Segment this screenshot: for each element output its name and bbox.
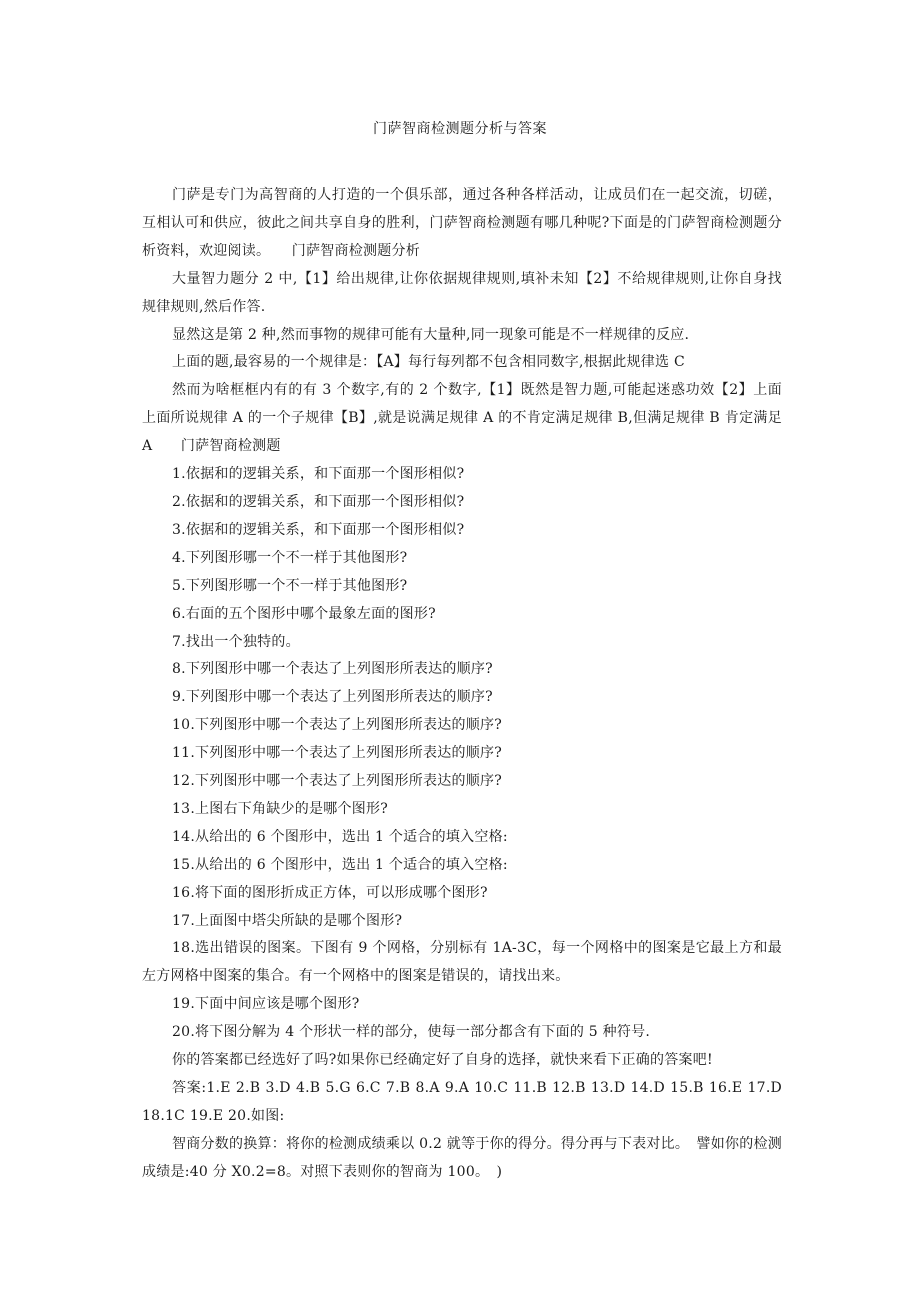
answer-prompt: 你的答案都已经选好了吗?如果你已经确定好了自身的选择，就快来看下正确的答案吧!	[172, 1052, 713, 1069]
question-item: 17.上面图中塔尖所缺的是哪个图形?	[172, 912, 403, 929]
paragraph: 然而为啥框框内有的有 3 个数字,有的 2 个数字,【1】既然是智力题,可能起迷惑功效【2】上面上面所说规律 A 的一个子规律【B】,就是说满足规律 A 的不肯定满足规律 B,但满足规律 B 肯定满足 A 门萨智商检测题	[142, 382, 782, 455]
question-item: 20.将下图分解为 4 个形状一样的部分，使每一部分都含有下面的 5 种符号.	[172, 1024, 651, 1041]
question-item: 15.从给出的 6 个图形中，选出 1 个适合的填入空格:	[172, 856, 508, 873]
paragraph: 显然这是第 2 种,然而事物的规律可能有大量种,同一现象可能是不一样规律的反应.	[172, 326, 690, 343]
question-item: 6.右面的五个图形中哪个最象左面的图形?	[172, 605, 436, 622]
question-item: 13.上图右下角缺少的是哪个图形?	[172, 800, 389, 817]
question-item: 19.下面中间应该是哪个图形?	[172, 996, 360, 1013]
question-item: 7.找出一个独特的。	[172, 633, 300, 650]
document-title: 门萨智商检测题分析与答案	[373, 121, 547, 137]
question-item: 12.下列图形中哪一个表达了上列图形所表达的顺序?	[172, 773, 503, 790]
question-item: 9.下列图形中哪一个表达了上列图形所表达的顺序?	[172, 689, 493, 706]
question-item: 8.下列图形中哪一个表达了上列图形所表达的顺序?	[172, 661, 493, 678]
score-conversion: 智商分数的换算：将你的检测成绩乘以 0.2 就等于你的得分。得分再与下表对比。 譬如你的检测成绩是:40 分 X0.2=8。对照下表则你的智商为 100。 )	[142, 1135, 782, 1180]
question-item: 10.下列图形中哪一个表达了上列图形所表达的顺序?	[172, 717, 503, 734]
question-item: 1.依据和的逻辑关系，和下面那一个图形相似?	[172, 466, 465, 483]
paragraph: 上面的题,最容易的一个规律是：【A】每行每列都不包含相同数字,根据此规律选 C	[172, 354, 685, 371]
question-item: 4.下列图形哪一个不一样于其他图形?	[172, 549, 408, 566]
paragraph: 大量智力题分 2 中,【1】给出规律,让你依据规律规则,填补未知【2】不给规律规则,让你自身找规律规则,然后作答.	[142, 270, 782, 315]
question-item: 11.下列图形中哪一个表达了上列图形所表达的顺序?	[172, 745, 503, 762]
question-item: 3.依据和的逻辑关系，和下面那一个图形相似?	[172, 521, 465, 538]
question-item: 5.下列图形哪一个不一样于其他图形?	[172, 577, 408, 594]
intro-paragraph: 门萨是专门为高智商的人打造的一个俱乐部，通过各种各样活动，让成员们在一起交流，切磋，互相认可和供应，彼此之间共享自身的胜利，门萨智商检测题有哪几种呢?下面是的门萨智商检测题分析资料，欢迎阅读。 门萨智商检测题分析	[142, 187, 782, 259]
answer-key: 答案:1.E 2.B 3.D 4.B 5.G 6.C 7.B 8.A 9.A 10.C 11.B 12.B 13.D 14.D 15.B 16.E 17.D 18.1C 19.E 20.如图:	[142, 1080, 782, 1124]
question-item: 2.依据和的逻辑关系，和下面那一个图形相似?	[172, 493, 465, 510]
question-item: 16.将下面的图形折成正方体，可以形成哪个图形?	[172, 884, 488, 901]
document-body	[142, 182, 782, 1187]
question-item: 18.选出错误的图案。下图有 9 个网格，分别标有 1A-3C，每一个网格中的图案是它最上方和最左方网格中图案的集合。有一个网格中的图案是错误的，请找出来。	[142, 940, 782, 985]
question-item: 14.从给出的 6 个图形中，选出 1 个适合的填入空格:	[172, 828, 508, 845]
